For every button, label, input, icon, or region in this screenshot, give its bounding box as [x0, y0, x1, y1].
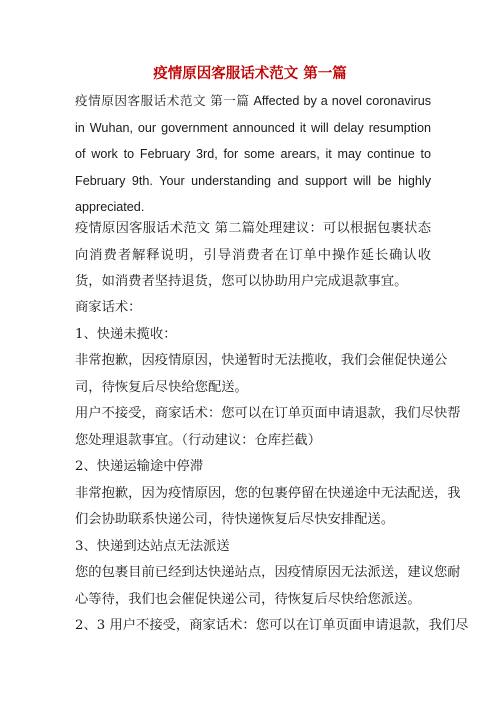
text-line: 心等待，我们也会催促快递公司，待恢复后尽快给您派送。 — [75, 592, 421, 607]
section-heading-in-transit: 2、快递运输途中停滞 — [75, 459, 204, 474]
text-line: 们会协助联系快递公司，待快递恢复后尽快安排配送。 — [75, 512, 395, 527]
text-line: 非常抱歉，因疫情原因，快递暂时无法揽收，我们会催促快递公 — [75, 353, 448, 368]
text-line: 您处理退款事宜。（行动建议：仓库拦截） — [75, 433, 321, 448]
merchant-script-heading: 商家话术： — [75, 300, 142, 315]
text-line: 非常抱歉，因为疫情原因，您的包裹停留在快递途中无法配送，我 — [75, 486, 461, 501]
text-line: 司，待恢复后尽快给您配送。 — [75, 380, 248, 395]
paragraph-first: 疫情原因客服话术范文 第一篇 Affected by a novel coronavirus in Wuhan, our government announced it will delay resumption of work to February 3rd, for some arears, it may continue to February 9th. Your understanding and support will be highly appreciated. — [75, 94, 431, 214]
text-line: 2、3 用户不接受，商家话术：您可以在订单页面申请退款，我们尽 — [75, 618, 469, 633]
text-line: 用户不接受，商家话术：您可以在订单页面申请退款，我们尽快帮 — [75, 406, 461, 421]
section-heading-not-collected: 1、快递未揽收： — [75, 327, 177, 342]
paragraph-second: 疫情原因客服话术范文 第二篇处理建议：可以根据包裹状态向消费者解释说明，引导消费者在订单中操作延长确认收货，如消费者坚持退货，您可以协助用户完成退款事宜。 — [75, 221, 431, 289]
text-line: 您的包裹目前已经到达快递站点，因疫情原因无法派送，建议您耐 — [75, 565, 461, 580]
document-title: 疫情原因客服话术范文 第一篇 — [153, 66, 347, 82]
section-heading-at-station: 3、快递到达站点无法派送 — [75, 539, 230, 554]
